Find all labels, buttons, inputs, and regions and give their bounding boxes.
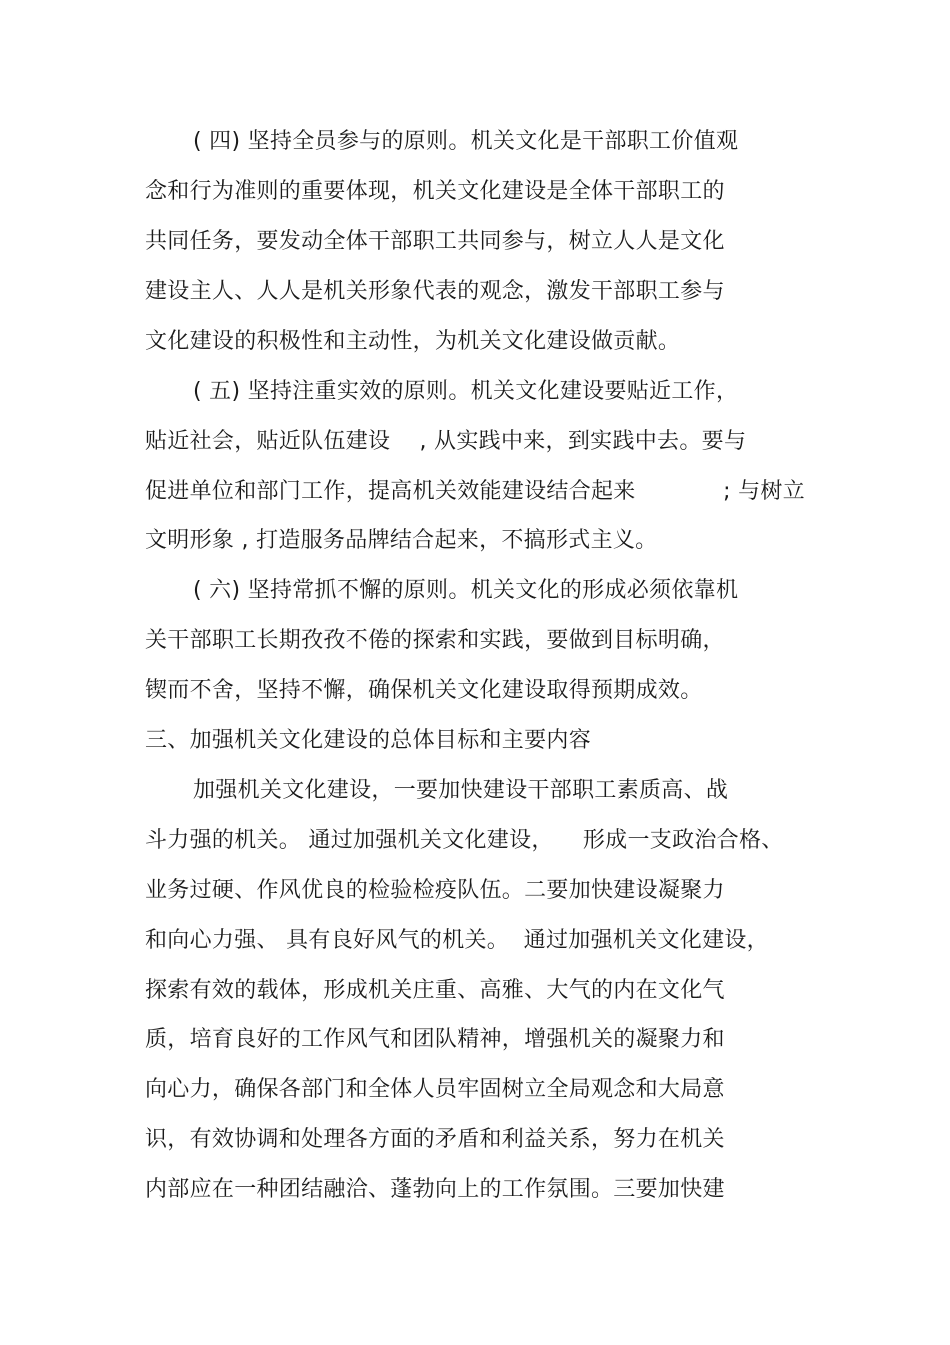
text-line: 锲而不舍，坚持不懈，确保机关文化建设取得预期成效。: [145, 678, 703, 703]
text-line: ( 六) 坚持常抓不懈的原则。机关文化的形成必须依靠机: [193, 578, 739, 603]
section-heading: 三、加强机关文化建设的总体目标和主要内容: [145, 728, 592, 753]
text-line: 建设主人、人人是机关形象代表的观念，激发干部职工参与: [145, 279, 725, 304]
text-line: 业务过硬、作风优良的检验检疫队伍。二要加快建设凝聚力: [145, 878, 725, 903]
text-line: 共同任务，要发动全体干部职工共同参与，树立人人是文化: [145, 229, 725, 254]
text-line: 和向心力强、 具有良好风气的机关。 通过加强机关文化建设，: [145, 928, 769, 953]
text-line: 促进单位和部门工作，提高机关效能建设结合起来 ; 与树立: [145, 479, 806, 504]
text-line: 斗力强的机关。 通过加强机关文化建设， 形成一支政治合格、: [145, 828, 784, 853]
text-line: ( 五) 坚持注重实效的原则。机关文化建设要贴近工作，: [193, 379, 739, 404]
text-line: 关干部职工长期孜孜不倦的探索和实践，要做到目标明确，: [145, 628, 725, 653]
text-line: 质，培育良好的工作风气和团队精神，增强机关的凝聚力和: [145, 1027, 725, 1052]
text-line: 文明形象 , 打造服务品牌结合起来，不搞形式主义。: [145, 528, 658, 553]
text-line: 念和行为准则的重要体现，机关文化建设是全体干部职工的: [145, 179, 725, 204]
text-line: 识，有效协调和处理各方面的矛盾和利益关系，努力在机关: [145, 1127, 725, 1152]
text-line: 探索有效的载体，形成机关庄重、高雅、大气的内在文化气: [145, 978, 725, 1003]
text-line: 文化建设的积极性和主动性，为机关文化建设做贡献。: [145, 329, 681, 354]
text-line: 向心力，确保各部门和全体人员牢固树立全局观念和大局意: [145, 1077, 725, 1102]
text-line: 加强机关文化建设，一要加快建设干部职工素质高、战: [193, 778, 729, 803]
text-line: ( 四) 坚持全员参与的原则。机关文化是干部职工价值观: [193, 129, 739, 154]
text-line: 贴近社会，贴近队伍建设 , 从实践中来，到实践中去。要与: [145, 429, 747, 454]
text-line: 内部应在一种团结融洽、蓬勃向上的工作氛围。三要加快建: [145, 1177, 725, 1202]
